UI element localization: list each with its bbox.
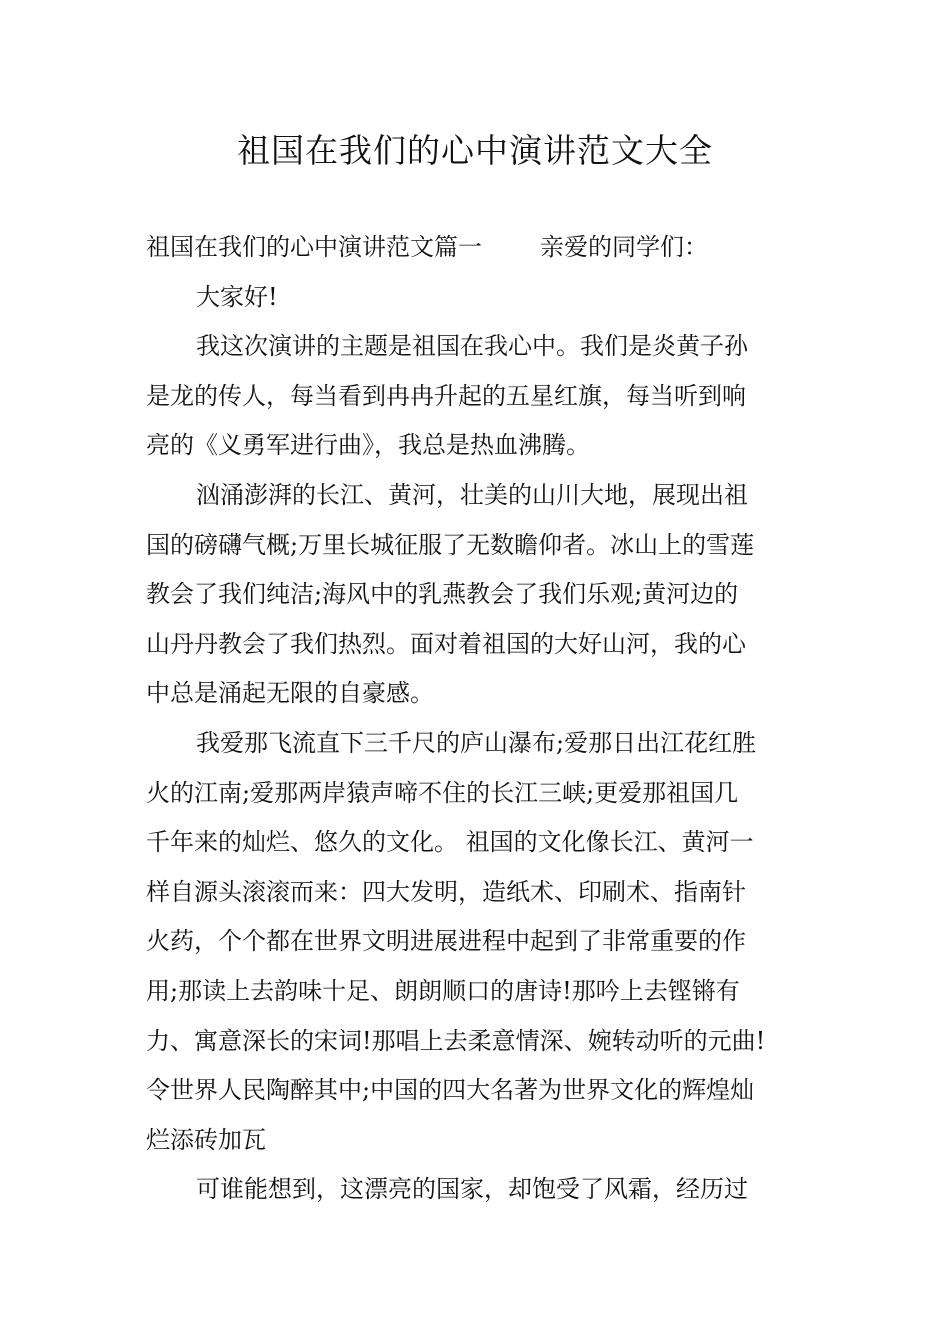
paragraph-line: 汹涌澎湃的长江、黄河，壮美的山川大地，展现出祖 [196,480,748,509]
paragraph-line: 可谁能想到，这漂亮的国家，却饱受了风霜，经历过 [196,1175,748,1204]
paragraph-line: 令世界人民陶醉其中;中国的四大名著为世界文化的辉煌灿 [146,1076,755,1105]
paragraph-line: 火的江南;爱那两岸猿声啼不住的长江三峡;更爱那祖国几 [146,778,739,807]
paragraph-line: 烂添砖加瓦 [146,1125,266,1154]
paragraph-line: 千年来的灿烂、悠久的文化。 祖国的文化像长江、黄河一 [146,828,754,857]
greeting-line: 大家好! [196,282,278,311]
paragraph-line: 中总是涌起无限的自豪感。 [146,679,434,708]
paragraph-line: 亮的《义勇军进行曲》，我总是热血沸腾。 [146,431,590,460]
paragraph-line: 火药，个个都在世界文明进展进程中起到了非常重要的作 [146,927,746,956]
paragraph-line: 样自源头滚滚而来：四大发明，造纸术、印刷术、指南针 [146,877,746,906]
paragraph-line: 教会了我们纯洁;海风中的乳燕教会了我们乐观;黄河边的 [146,580,739,609]
paragraph-line: 我这次演讲的主题是祖国在我心中。我们是炎黄子孙 [196,332,748,361]
paragraph-line: 山丹丹教会了我们热烈。面对着祖国的大好山河，我的心 [146,629,746,658]
paragraph-line: 我爱那飞流直下三千尺的庐山瀑布;爱那日出江花红胜 [196,728,757,757]
salutation: 亲爱的同学们： [540,233,708,261]
document-body [146,223,818,1215]
document-title: 祖国在我们的心中演讲范文大全 [237,131,713,170]
section-heading-line [146,223,818,273]
paragraph-line: 用;那读上去韵味十足、朗朗顺口的唐诗!那吟上去铿锵有 [146,976,740,1005]
paragraph-line: 国的磅礴气概;万里长城征服了无数瞻仰者。冰山上的雪莲 [146,530,755,559]
paragraph-line: 力、寓意深长的宋词!那唱上去柔意情深、婉转动听的元曲! [146,1026,766,1055]
paragraph-line: 是龙的传人，每当看到冉冉升起的五星红旗，每当听到响 [146,381,746,410]
section-heading: 祖国在我们的心中演讲范文篇一 [146,233,482,261]
